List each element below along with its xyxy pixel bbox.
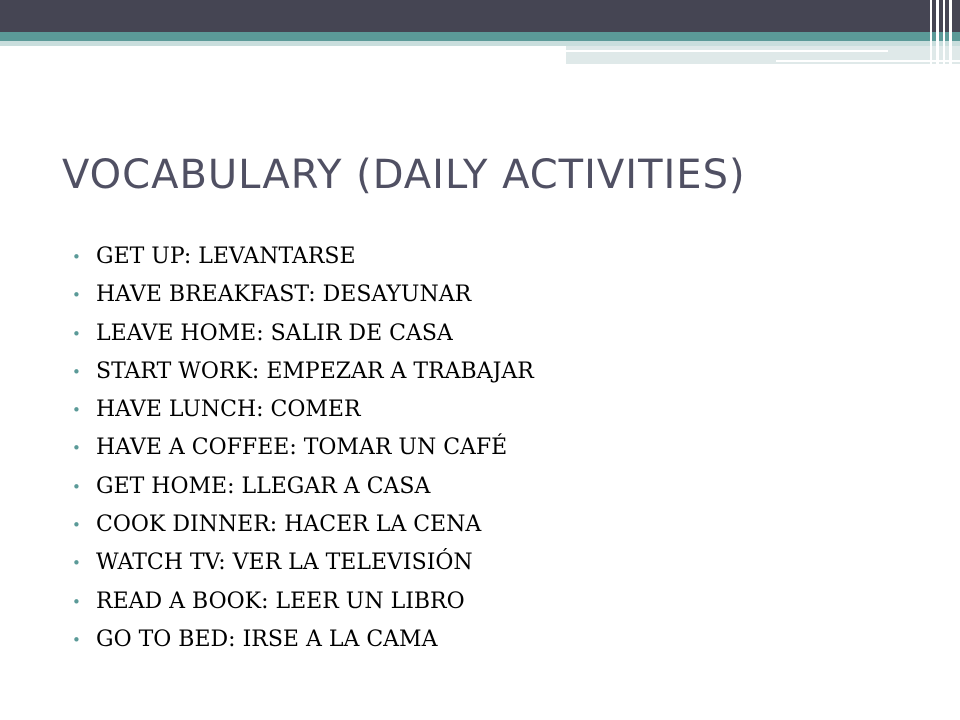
- bullet-dot-icon: •: [72, 362, 81, 381]
- corner-stripes: [926, 0, 960, 64]
- bullet-dot-icon: •: [72, 630, 81, 649]
- header-accent-band: [0, 32, 960, 41]
- list-item: [72, 238, 534, 276]
- list-item-text: GET UP: LEVANTARSE: [96, 244, 356, 269]
- list-item-text: COOK DINNER: HACER LA CENA: [96, 512, 482, 538]
- bullet-dot-icon: •: [72, 554, 81, 573]
- list-item: [72, 315, 534, 353]
- slide-title: VOCABULARY (DAILY ACTIVITIES): [62, 152, 746, 198]
- list-item: [72, 391, 534, 429]
- list-item: [72, 506, 534, 544]
- list-item: [72, 276, 534, 314]
- list-item: [72, 429, 534, 467]
- header-divider-line: [566, 50, 888, 52]
- list-item-text: HAVE A COFFEE: TOMAR UN CAFÉ: [96, 435, 508, 461]
- header-band: [0, 0, 960, 32]
- vocabulary-list: [72, 238, 534, 659]
- list-item-text: LEAVE HOME: SALIR DE CASA: [96, 320, 453, 346]
- list-item: [72, 353, 534, 391]
- list-item-text: START WORK: EMPEZAR A TRABAJAR: [96, 358, 534, 384]
- list-item-text: WATCH TV: VER LA TELEVISIÓN: [96, 550, 473, 576]
- bullet-dot-icon: •: [72, 439, 81, 458]
- bullet-dot-icon: •: [72, 286, 81, 305]
- list-item-text: GO TO BED: IRSE A LA CAMA: [96, 626, 438, 652]
- list-item: [72, 468, 534, 506]
- bullet-dot-icon: •: [72, 516, 81, 535]
- list-item-text: HAVE LUNCH: COMER: [96, 397, 361, 423]
- bullet-dot-icon: •: [72, 592, 81, 611]
- list-item-text: GET HOME: LLEGAR A CASA: [96, 473, 431, 499]
- list-item-text: HAVE BREAKFAST: DESAYUNAR: [96, 282, 472, 308]
- bullet-dot-icon: •: [72, 477, 81, 496]
- bullet-dot-icon: •: [72, 248, 81, 266]
- bullet-dot-icon: •: [72, 324, 81, 343]
- list-item: [72, 544, 534, 582]
- list-item-text: READ A BOOK: LEER UN LIBRO: [96, 588, 465, 614]
- list-item: [72, 583, 534, 621]
- list-item: [72, 621, 534, 659]
- bullet-dot-icon: •: [72, 401, 81, 420]
